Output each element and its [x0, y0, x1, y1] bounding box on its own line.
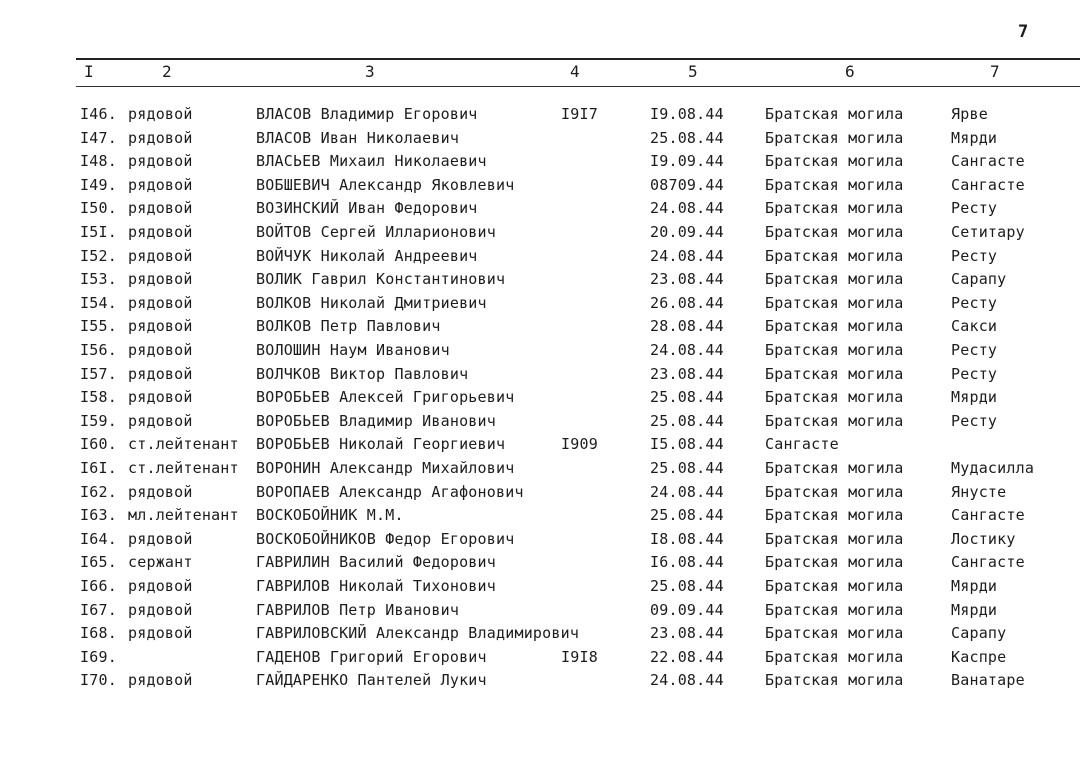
full-name: ВОРОПАЕВ Александр Агафонович	[256, 482, 524, 501]
death-date: I8.08.44	[650, 529, 724, 548]
row-number: I68.	[80, 624, 117, 643]
death-date: 24.08.44	[650, 482, 724, 501]
death-date: 23.08.44	[650, 270, 724, 289]
column-header-1: I	[84, 62, 95, 81]
row-number: I70.	[80, 671, 117, 690]
table-row	[0, 247, 1086, 270]
full-name: ВОБШЕВИЧ Александр Яковлевич	[256, 175, 515, 194]
row-number: I49.	[80, 175, 117, 194]
full-name: ВОРОБЬЕВ Алексей Григорьевич	[256, 388, 515, 407]
column-header-5: 5	[688, 62, 699, 81]
row-number: I63.	[80, 506, 117, 525]
military-rank: рядовой	[128, 577, 193, 595]
row-number: I6I.	[80, 459, 117, 477]
death-date: I9.08.44	[650, 105, 724, 123]
military-rank: рядовой	[128, 199, 193, 218]
burial-type: Братская могила	[765, 647, 904, 666]
burial-type: Братская могила	[765, 175, 904, 194]
burial-type: Братская могила	[765, 529, 904, 548]
military-rank: ст.лейтенант	[128, 459, 239, 477]
full-name: ВОЛОШИН Наум Иванович	[256, 341, 450, 359]
death-date: I5.08.44	[650, 435, 724, 454]
full-name: ВОЙЧУК Николай Андреевич	[256, 246, 478, 265]
column-header-6: 6	[845, 62, 856, 81]
top-rule	[76, 58, 1080, 60]
military-rank: ст.лейтенант	[128, 435, 239, 454]
row-number: I64.	[80, 529, 117, 548]
burial-place: Сакси	[951, 317, 998, 336]
row-number: I60.	[80, 435, 117, 454]
death-date: 25.08.44	[650, 459, 724, 477]
military-rank: мл.лейтенант	[128, 506, 239, 525]
burial-type: Братская могила	[765, 128, 904, 147]
table-row	[0, 105, 1086, 128]
death-date: 20.09.44	[650, 223, 724, 241]
burial-type: Братская могила	[765, 246, 904, 265]
burial-place: Лостику	[951, 529, 1016, 548]
table-row	[0, 671, 1086, 694]
full-name: ВОСКОБОЙНИК М.М.	[256, 506, 404, 525]
full-name: ВОРОБЬЕВ Владимир Иванович	[256, 411, 496, 430]
page-number: 7	[1018, 22, 1029, 42]
row-number: I50.	[80, 199, 117, 218]
burial-type: Братская могила	[765, 600, 904, 619]
row-number: I69.	[80, 647, 117, 666]
military-rank: рядовой	[128, 223, 193, 241]
header-rule	[76, 86, 1080, 87]
burial-place: Сарапу	[951, 624, 1007, 643]
table-row	[0, 577, 1086, 600]
full-name: ГАВРИЛОВ Николай Тихонович	[256, 577, 496, 595]
table-row	[0, 530, 1086, 553]
death-date: 25.08.44	[650, 506, 724, 525]
burial-type: Братская могила	[765, 293, 904, 312]
military-rank: рядовой	[128, 246, 193, 265]
row-number: I66.	[80, 577, 117, 595]
burial-place: Ресту	[951, 364, 998, 383]
row-number: I47.	[80, 128, 117, 147]
burial-place: Сангасте	[951, 152, 1025, 171]
death-date: I9.09.44	[650, 152, 724, 171]
burial-place: Сарапу	[951, 270, 1007, 289]
burial-type: Братская могила	[765, 553, 904, 572]
table-row	[0, 388, 1086, 411]
full-name: ВОЗИНСКИЙ Иван Федорович	[256, 199, 478, 218]
military-rank: рядовой	[128, 388, 193, 407]
death-date: 25.08.44	[650, 388, 724, 407]
burial-place: Мярди	[951, 600, 998, 619]
row-number: I57.	[80, 364, 117, 383]
row-number: I58.	[80, 388, 117, 407]
table-row	[0, 129, 1086, 152]
burial-type: Братская могила	[765, 199, 904, 218]
full-name: ВОСКОБОЙНИКОВ Федор Егорович	[256, 529, 515, 548]
burial-type: Братская могила	[765, 577, 904, 595]
table-row	[0, 601, 1086, 624]
table-row	[0, 553, 1086, 576]
burial-place: Ресту	[951, 246, 998, 265]
burial-type: Братская могила	[765, 317, 904, 336]
military-rank: рядовой	[128, 411, 193, 430]
table-row	[0, 624, 1086, 647]
column-header-4: 4	[570, 62, 581, 81]
death-date: 24.08.44	[650, 199, 724, 218]
death-date: 08709.44	[650, 175, 724, 194]
burial-type: Братская могила	[765, 223, 904, 241]
row-number: I67.	[80, 600, 117, 619]
burial-place: Мудасилла	[951, 459, 1035, 477]
full-name: ГАДЕНОВ Григорий Егорович	[256, 647, 487, 666]
burial-place: Ресту	[951, 199, 998, 218]
table-row	[0, 270, 1086, 293]
burial-type: Братская могила	[765, 341, 904, 359]
column-header-3: 3	[365, 62, 376, 81]
military-rank: рядовой	[128, 270, 193, 289]
row-number: I48.	[80, 152, 117, 171]
military-rank: рядовой	[128, 128, 193, 147]
burial-place: Ресту	[951, 293, 998, 312]
row-number: I46.	[80, 105, 117, 123]
full-name: ВОЛКОВ Петр Павлович	[256, 317, 441, 336]
burial-place: Мярди	[951, 388, 998, 407]
full-name: ГАВРИЛОВСКИЙ Александр Владимирович	[256, 624, 580, 643]
full-name: ВЛАСОВ Иван Николаевич	[256, 128, 460, 147]
table-row	[0, 199, 1086, 222]
military-rank: рядовой	[128, 105, 193, 123]
column-header-2: 2	[162, 62, 173, 81]
row-number: I62.	[80, 482, 117, 501]
burial-place: Ресту	[951, 341, 998, 359]
death-date: 25.08.44	[650, 411, 724, 430]
birth-year: I9I8	[561, 647, 598, 666]
row-number: I54.	[80, 293, 117, 312]
burial-place: Сангасте	[951, 553, 1025, 572]
row-number: I5I.	[80, 223, 117, 241]
full-name: ГАВРИЛОВ Петр Иванович	[256, 600, 460, 619]
burial-type: Братская могила	[765, 671, 904, 690]
death-date: 25.08.44	[650, 577, 724, 595]
full-name: ВЛАСЬЕВ Михаил Николаевич	[256, 152, 487, 171]
table-row	[0, 412, 1086, 435]
death-date: 24.08.44	[650, 671, 724, 690]
birth-year: I909	[561, 435, 598, 454]
full-name: ВОЙТОВ Сергей Илларионович	[256, 223, 496, 241]
military-rank: рядовой	[128, 364, 193, 383]
burial-place: Ванатаре	[951, 671, 1025, 690]
burial-place: Сангасте	[951, 506, 1025, 525]
burial-place: Янусте	[951, 482, 1007, 501]
full-name: ВОЛИК Гаврил Константинович	[256, 270, 506, 289]
military-rank: рядовой	[128, 482, 193, 501]
burial-type: Братская могила	[765, 624, 904, 643]
burial-place: Сангасте	[951, 175, 1025, 194]
burial-place: Каспре	[951, 647, 1007, 666]
death-date: 23.08.44	[650, 624, 724, 643]
full-name: ВЛАСОВ Владимир Егорович	[256, 105, 478, 123]
burial-type: Братская могила	[765, 270, 904, 289]
burial-place: Ярве	[951, 105, 988, 123]
full-name: ВОРОБЬЕВ Николай Георгиевич	[256, 435, 506, 454]
burial-type: Братская могила	[765, 411, 904, 430]
death-date: 26.08.44	[650, 293, 724, 312]
table-row	[0, 648, 1086, 671]
birth-year: I9I7	[561, 105, 598, 123]
row-number: I59.	[80, 411, 117, 430]
table-row	[0, 294, 1086, 317]
death-date: 23.08.44	[650, 364, 724, 383]
burial-place: Ресту	[951, 411, 998, 430]
burial-place: Мярди	[951, 577, 998, 595]
military-rank: рядовой	[128, 317, 193, 336]
death-date: 09.09.44	[650, 600, 724, 619]
death-date: 22.08.44	[650, 647, 724, 666]
military-rank: рядовой	[128, 529, 193, 548]
burial-type: Сангасте	[765, 435, 839, 454]
table-row	[0, 483, 1086, 506]
military-rank: рядовой	[128, 152, 193, 171]
military-rank: рядовой	[128, 293, 193, 312]
row-number: I52.	[80, 246, 117, 265]
death-date: 24.08.44	[650, 246, 724, 265]
burial-type: Братская могила	[765, 506, 904, 525]
burial-place: Мярди	[951, 128, 998, 147]
row-number: I56.	[80, 341, 117, 359]
burial-type: Братская могила	[765, 364, 904, 383]
military-rank: рядовой	[128, 341, 193, 359]
table-row	[0, 459, 1086, 482]
row-number: I65.	[80, 553, 117, 572]
military-rank: рядовой	[128, 175, 193, 194]
burial-type: Братская могила	[765, 105, 904, 123]
table-row	[0, 152, 1086, 175]
table-row	[0, 341, 1086, 364]
full-name: ГАЙДАРЕНКО Пантелей Лукич	[256, 671, 487, 690]
row-number: I55.	[80, 317, 117, 336]
full-name: ГАВРИЛИН Василий Федорович	[256, 553, 496, 572]
burial-type: Братская могила	[765, 152, 904, 171]
death-date: 24.08.44	[650, 341, 724, 359]
table-row	[0, 317, 1086, 340]
military-rank: рядовой	[128, 624, 193, 643]
table-row	[0, 365, 1086, 388]
burial-type: Братская могила	[765, 388, 904, 407]
full-name: ВОЛЧКОВ Виктор Павлович	[256, 364, 469, 383]
burial-type: Братская могила	[765, 459, 904, 477]
military-rank: сержант	[128, 553, 193, 572]
row-number: I53.	[80, 270, 117, 289]
table-row	[0, 506, 1086, 529]
burial-type: Братская могила	[765, 482, 904, 501]
table-row	[0, 176, 1086, 199]
military-rank: рядовой	[128, 671, 193, 690]
death-date: I6.08.44	[650, 553, 724, 572]
military-rank: рядовой	[128, 600, 193, 619]
table-row	[0, 435, 1086, 458]
death-date: 28.08.44	[650, 317, 724, 336]
full-name: ВОРОНИН Александр Михайлович	[256, 459, 515, 477]
table-row	[0, 223, 1086, 246]
death-date: 25.08.44	[650, 128, 724, 147]
column-header-7: 7	[990, 62, 1001, 81]
full-name: ВОЛКОВ Николай Дмитриевич	[256, 293, 487, 312]
burial-place: Сетитару	[951, 223, 1025, 241]
